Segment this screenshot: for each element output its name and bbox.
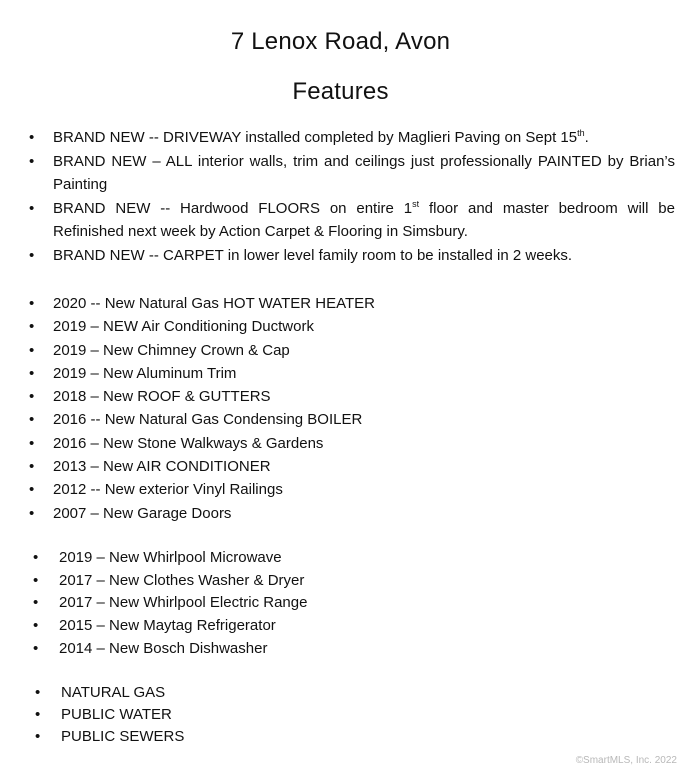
list-item-text: 2016 – New Stone Walkways & Gardens xyxy=(53,434,324,452)
list-item-text: 2016 -- New Natural Gas Condensing BOILER xyxy=(53,411,363,429)
bullet-icon: • xyxy=(29,458,35,476)
list-item xyxy=(29,244,675,268)
list-item-text: BRAND NEW – ALL interior walls, trim and ceilings just professionally PAINTED by Brian’s Painting xyxy=(53,152,675,193)
list-item xyxy=(35,726,675,748)
list-item xyxy=(29,292,669,315)
list-item-text: 2018 – New ROOF & GUTTERS xyxy=(53,388,271,406)
bullet-icon: • xyxy=(33,571,39,589)
page-title: 7 Lenox Road, Avon xyxy=(230,28,451,55)
list-item xyxy=(33,615,673,638)
bullet-icon: • xyxy=(33,549,39,566)
list-item-text: 2019 – NEW Air Conditioning Ductwork xyxy=(53,318,314,336)
list-item-text: 2020 -- New Natural Gas HOT WATER HEATER xyxy=(53,295,376,312)
bullet-icon: • xyxy=(35,684,41,701)
utilities-list xyxy=(35,682,675,748)
list-item-text: BRAND NEW -- DRIVEWAY installed completed by Maglieri Paving on Sept 15 xyxy=(53,129,578,146)
bullet-icon: • xyxy=(29,481,35,499)
bullet-icon: • xyxy=(29,411,35,429)
bullet-icon: • xyxy=(29,152,35,170)
list-item xyxy=(29,150,675,197)
list-item-text-tail: floor and master bedroom will be Refinished next week by Action Carpet & Flooring in Simsbury. xyxy=(53,199,675,240)
list-item xyxy=(29,339,669,362)
bullet-icon: • xyxy=(29,504,35,522)
bullet-icon: • xyxy=(35,728,41,745)
list-item xyxy=(29,362,669,385)
list-item-superscript: st xyxy=(412,198,420,209)
list-item-text: 2013 – New AIR CONDITIONER xyxy=(53,458,271,476)
bullet-icon: • xyxy=(29,434,35,452)
list-item-text: 2017 – New Whirlpool Electric Range xyxy=(59,594,308,612)
list-item xyxy=(29,408,669,431)
list-item-text: 2017 – New Clothes Washer & Dryer xyxy=(59,571,305,589)
list-item xyxy=(29,432,669,455)
list-item xyxy=(29,478,669,501)
list-item-superscript: th xyxy=(577,128,585,138)
list-item xyxy=(29,197,675,244)
list-item xyxy=(35,704,675,726)
bullet-icon: • xyxy=(33,639,39,657)
copyright-watermark: ©SmartMLS, Inc. 2022 xyxy=(575,755,677,766)
bullet-icon: • xyxy=(29,318,35,336)
brand-new-list xyxy=(29,126,675,267)
list-item-text: PUBLIC WATER xyxy=(61,706,172,723)
list-item-text: NATURAL GAS xyxy=(61,684,166,701)
list-item xyxy=(29,126,675,150)
list-item xyxy=(29,455,669,478)
bullet-icon: • xyxy=(29,295,35,312)
bullet-icon: • xyxy=(33,617,39,635)
page-subtitle: Features xyxy=(292,78,389,105)
list-item-text: 2015 – New Maytag Refrigerator xyxy=(59,617,276,635)
list-item-text: 2019 – New Chimney Crown & Cap xyxy=(53,341,290,359)
list-item xyxy=(33,638,673,661)
list-item-text: 2019 – New Aluminum Trim xyxy=(53,364,237,382)
list-item-text: 2014 – New Bosch Dishwasher xyxy=(59,639,268,657)
appliances-list xyxy=(33,547,673,661)
list-item xyxy=(33,570,673,593)
list-item-text: 2007 – New Garage Doors xyxy=(53,504,232,522)
bullet-icon: • xyxy=(33,594,39,612)
bullet-icon: • xyxy=(29,246,35,264)
list-item-text: 2012 -- New exterior Vinyl Railings xyxy=(53,481,283,499)
list-item xyxy=(33,592,673,615)
list-item-text: PUBLIC SEWERS xyxy=(61,728,185,745)
bullet-icon: • xyxy=(35,706,41,723)
bullet-icon: • xyxy=(29,364,35,382)
list-item-text: BRAND NEW -- CARPET in lower level family room to be installed in 2 weeks. xyxy=(53,246,573,264)
list-item-text: 2019 – New Whirlpool Microwave xyxy=(59,549,282,566)
bullet-icon: • xyxy=(29,341,35,359)
bullet-icon: • xyxy=(29,388,35,406)
list-item xyxy=(29,315,669,338)
year-items-list xyxy=(29,292,669,525)
list-item-text: BRAND NEW -- Hardwood FLOORS on entire 1 xyxy=(53,199,413,217)
bullet-icon: • xyxy=(29,129,35,146)
list-item-text-tail: . xyxy=(584,129,589,146)
bullet-icon: • xyxy=(29,199,35,217)
list-item xyxy=(33,547,673,570)
list-item xyxy=(29,385,669,408)
list-item xyxy=(29,502,669,525)
list-item xyxy=(35,682,675,704)
